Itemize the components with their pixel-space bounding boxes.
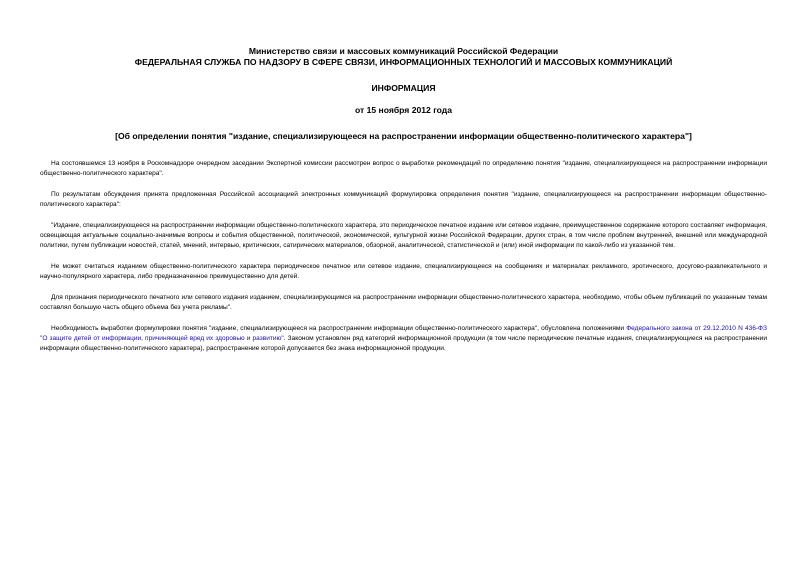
federal-law-link[interactable]: Федерального закона от 29.12.2010 N 436-ФЗ "О защите детей от информации, причиняющей вред их здоровью и развитию" — [40, 325, 767, 342]
document-date: от 15 ноября 2012 года — [354, 105, 453, 115]
body-paragraph: "Издание, специализирующееся на распространении информации общественно-политического характера, это периодическое печатное издание или сетевое издание, преимущественное содержание которого составляет информация, освещающая актуальные социально-значимые вопросы и события общественной, политической, экономической, культурной жизни Российской Федерации, других стран, в том числе проблем внутренней, внешней или международной политики, путем публикации новостей, статей, мнений, интервью, критических, сатирических материалов, обзорной, аналитической, статистической и (или) иной информации по какой-либо из указанной тем. — [40, 222, 767, 249]
document-body — [40, 159, 767, 354]
paragraph-text-before-link: Необходимость выработки формулировки понятия "издание, специализирующееся на распространении информации общественно-политического характера", обусловлена положениями — [51, 325, 627, 332]
document-type: ИНФОРМАЦИЯ — [371, 83, 436, 93]
document-subject: [Об определении понятия "издание, специализирующееся на распространении информации общественно-политического характера"] — [115, 131, 692, 141]
body-paragraph-last — [40, 324, 767, 354]
body-paragraph: По результатам обсуждения принята предложенная Российской ассоциацией электронных коммуникаций формулировка определения понятия "издание, специализирующееся на распространении информации общественно-политического характера": — [40, 191, 767, 208]
document-page — [40, 46, 767, 354]
body-paragraph: Для признания периодического печатного или сетевого издания изданием, специализирующимся на распространении информации общественно-политического характера, необходимо, чтобы объем публикаций по указанным темам составлял большую часть общего объема без учета рекламы". — [40, 294, 767, 311]
paragraph-text-after-link: . Законом установлен ряд категорий информационной продукции (в том числе периодические печатные издания, специализирующиеся на распространении информации общественно-политического характера), распространение которой допускается без знака информационной продукции. — [40, 335, 767, 352]
agency-name: ФЕДЕРАЛЬНАЯ СЛУЖБА ПО НАДЗОРУ В СФЕРЕ СВЯЗИ, ИНФОРМАЦИОННЫХ ТЕХНОЛОГИЙ И МАССОВЫХ КОММУНИКАЦИЙ — [134, 57, 673, 67]
body-paragraph: Не может считаться изданием общественно-политического характера периодическое печатное или сетевое издание, специализирующееся на сообщениях и материалах рекламного, эротического, досугово-развлекательного и научно-популярного характера, либо предназначенное преимущественно для детей. — [40, 263, 767, 280]
body-paragraph: На состоявшемся 13 ноября в Роскомнадзоре очередном заседании Экспертной комиссии рассмотрен вопрос о выработке рекомендаций по определению понятия "издание, специализирующееся на распространении информации общественно-политического характера". — [40, 160, 767, 177]
ministry-name: Министерство связи и массовых коммуникаций Российской Федерации — [248, 46, 559, 56]
